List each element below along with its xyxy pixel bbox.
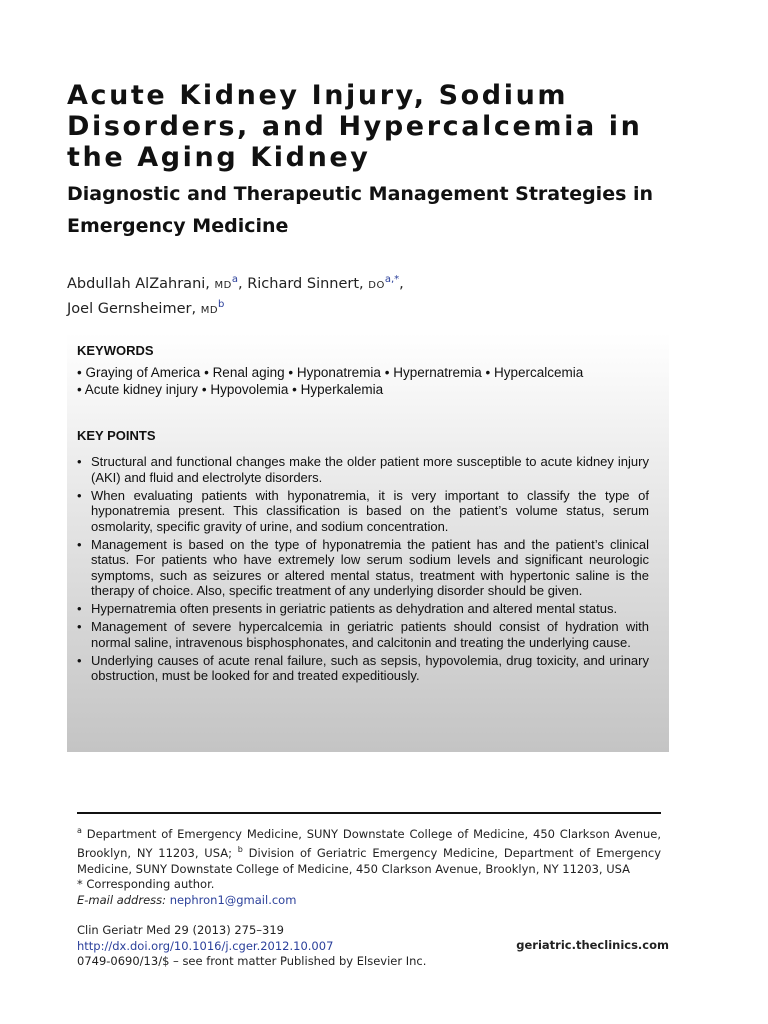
author-name: Joel Gernsheimer, [67, 300, 197, 317]
affiliation-mark[interactable]: b [218, 298, 225, 310]
footnote-divider [77, 812, 661, 814]
journal-website-link[interactable]: geriatric.theclinics.com [516, 938, 669, 952]
keywords-line [77, 364, 667, 381]
bullet-icon: • [288, 365, 294, 380]
affiliation-mark[interactable]: a,* [384, 274, 400, 285]
keywords-line [77, 381, 667, 398]
author-name: Abdullah AlZahrani, [67, 275, 210, 292]
journal-citation: Clin Geriatr Med 29 (2013) 275–319 [77, 923, 284, 937]
article-title: Acute Kidney Injury, Sodium Disorders, and Hypercalcemia in the Aging Kidney [67, 80, 643, 173]
key-points-list [77, 454, 649, 686]
affiliation-b: Division of Geriatric Emergency Medicine, Department of Emergency Medicine, SUNY Downstate College of Medicine, 450 Clarkson Avenue, Brooklyn, NY 11203, USA [77, 846, 661, 876]
key-point-item: • Underlying causes of acute renal failure, such as sepsis, hypovolemia, drug toxicity, and urinary obstruction, must be looked for and treated expeditiously. [77, 653, 649, 684]
keywords-heading: KEYWORDS [77, 343, 154, 358]
article-subtitle: Diagnostic and Therapeutic Management Strategies in Emergency Medicine [67, 183, 654, 237]
affiliations-footnote [77, 823, 661, 908]
email-label: E-mail address: [77, 892, 167, 907]
key-points-heading: KEY POINTS [77, 428, 156, 443]
keyword: Hypovolemia [210, 382, 289, 397]
keyword: Renal aging [212, 365, 285, 380]
author-degree: MD [214, 279, 232, 291]
keyword: Hypernatremia [393, 365, 482, 380]
author-separator: , [399, 275, 404, 292]
bullet-icon: • [485, 365, 491, 380]
author-name: Richard Sinnert, [247, 275, 364, 292]
author-separator: , [237, 275, 243, 292]
doi-link[interactable]: http://dx.doi.org/10.1016/j.cger.2012.10.007 [77, 938, 334, 953]
keyword: Hypercalcemia [494, 365, 584, 380]
key-point-item: • Management of severe hypercalcemia in geriatric patients should consist of hydration with normal saline, intravenous bisphosphonates, and calcitonin and treating the underlying cause. [77, 619, 649, 650]
author-degree: MD [200, 304, 219, 316]
keyword: Hyponatremia [296, 365, 381, 380]
issn-line: 0749-0690/13/$ – see front matter Published by Elsevier Inc. [77, 954, 427, 968]
bullet-icon: • [204, 365, 209, 380]
key-point-item: • When evaluating patients with hyponatremia, it is very important to classify the type of hyponatremia present. This classification is based on the patient’s volume status, serum osmolarity, specific gravity of urine, and sodium concentration. [77, 488, 649, 535]
corresponding-author-note: * Corresponding author. [77, 877, 215, 892]
affiliation-mark: a [77, 826, 82, 835]
keywords-list [77, 364, 667, 398]
author-list [67, 270, 687, 320]
bullet-icon: • [201, 382, 207, 397]
affiliation-a: Department of Emergency Medicine, SUNY Downstate College of Medicine, 450 Clarkson Avenue, Brooklyn, NY 11203, USA; [77, 826, 662, 861]
keyword: Acute kidney injury [84, 382, 199, 397]
keyword: Graying of America [85, 365, 201, 380]
keyword: Hyperkalemia [300, 382, 384, 397]
bullet-icon: • [292, 382, 297, 397]
affiliation-mark[interactable]: a [231, 274, 238, 285]
affiliation-mark: b [237, 845, 243, 855]
email-link[interactable]: nephron1@gmail.com [169, 892, 297, 907]
citation-block [77, 923, 497, 970]
bullet-icon: • [384, 365, 390, 380]
key-point-item: • Hypernatremia often presents in geriatric patients as dehydration and altered mental status. [77, 601, 649, 617]
author-degree: DO [368, 279, 385, 291]
bullet-icon: • [77, 365, 82, 380]
bullet-icon: • [77, 382, 82, 397]
key-point-item: • Management is based on the type of hyponatremia the patient has and the patient’s clinical status. For patients who have extremely low serum sodium levels and significant neurologic symptoms, such as seizures or altered mental status, treatment with hypertonic saline is the therapy of choice. Also, specific treatment of any underlying disorder should be given. [77, 537, 649, 599]
key-point-item: • Structural and functional changes make the older patient more susceptible to acute kidney injury (AKI) and fluid and electrolyte disorders. [77, 454, 649, 485]
keywords-keypoints-box [67, 333, 669, 752]
